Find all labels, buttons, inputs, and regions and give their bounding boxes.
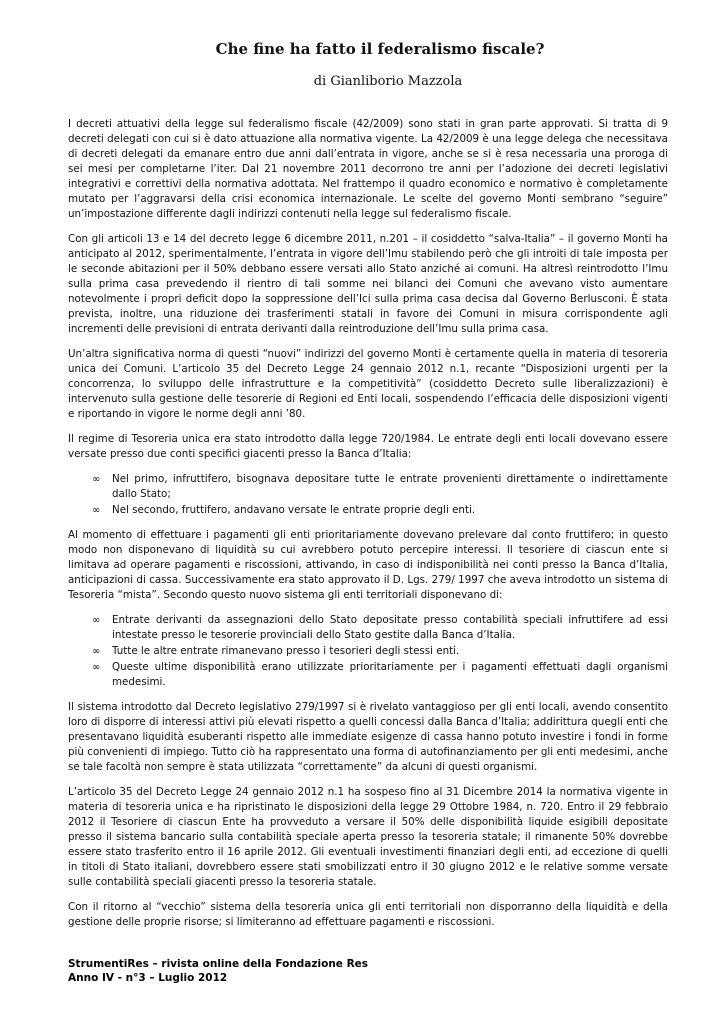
footer-publication: StrumentiRes – rivista online della Fondazione Res [68,958,369,970]
bullet-list-2 [68,613,668,690]
bullet-icon: ∞ [92,505,101,516]
bullet-icon: ∞ [92,646,101,657]
list-item [92,472,668,502]
footer-issue: Anno IV - n°3 – Luglio 2012 [68,972,228,984]
paragraph-5: Al momento di effettuare i pagamenti gli enti prioritariamente dovevano prelevare dal conto fruttifero; in questo modo non disponevano di liquidità su cui avrebbero potuto percepire interessi. Il tesoriere di ciascun ente si limitava ad operare pagamenti e riscossioni, attivando, in caso di indisponibilità nei conti presso la Banca d’Italia, anticipazioni di cassa. Successivamente era stato approvato il D. Lgs. 279/ 1997 che aveva introdotto un sistema di Tesoreria “mista”. Secondo questo nuovo sistema gli enti territoriali disponevano di: [68,529,668,601]
paragraph-6: Il sistema introdotto dal Decreto legislativo 279/1997 si è rivelato vantaggioso per gli enti locali, avendo consentito loro di disporre di interessi attivi più elevati rispetto a quelli concessi dalla Banca d’Italia; addirittura quegli enti che presentavano liquidità esuberanti rispetto alle immediate esigenze di cassa hanno potuto investire i fondi in forme più convenienti di impiego. Tutto ciò ha rappresentato una forma di autofinanziamento per gli enti medesimi, anche se tale facoltà non sempre è stata utilizzata “correttamente” da alcuni di questi organismi. [68,701,668,773]
page-footer [68,957,368,985]
bullet-icon: ∞ [92,662,101,673]
bullet-icon: ∞ [92,474,101,485]
list-item [92,644,668,659]
list-item [92,660,668,690]
paragraph-2: Con gli articoli 13 e 14 del decreto legge 6 dicembre 2011, n.201 – il cosiddetto “salva-Italia” – il governo Monti ha anticipato al 2012, sperimentalmente, l’entrata in vigore dell’Imu stabilendo però che gli introiti di tale imposta per le seconde abitazioni per il 50% debbano essere versati allo Stato anziché ai comuni. Ha altresì reintrodotto l’Imu sulla prima casa prevedendo il rientro di tali somme nei bilanci dei Comuni che avevano visto aumentare notevolmente i propri deficit dopo la soppressione dell’Ici sulla prima casa decisa dal Governo Berlusconi. È stata prevista, inoltre, una riduzione dei trasferimenti statali in favore dei Comuni in misura corrispondente agli incrementi delle previsioni di entrata derivanti dalla reintroduzione dell’Imu sulla prima casa. [68,233,668,335]
list-item-text: Entrate derivanti da assegnazioni dello Stato depositate presso contabilità speciali infruttifere ad essi intestate presso le tesorerie provinciali dello Stato gestite dalla Banca d’Italia. [112,614,668,641]
bullet-icon: ∞ [92,615,101,626]
paragraph-1: I decreti attuativi della legge sul federalismo fiscale (42/2009) sono stati in gran parte approvati. Si tratta di 9 decreti delegati con cui si è dato attuazione alla normativa vigente. La 42/2009 è una legge delega che necessitava di decreti delegati da emanare entro due anni dall’entrata in vigore, anche se si è resa necessaria una proroga di sei mesi per completarne l’iter. Dal 21 novembre 2011 decorrono tre anni per l’adozione dei decreti legislativi integrativi e correttivi della normativa adottata. Nel frattempo il quadro economico e normativo è completamente mutato per l’aggravarsi della crisi economica internazionale. Le scelte del governo Monti sembrano “seguire” un’impostazione differente dagli indirizzi contenuti nella legge sul federalismo fiscale. [68,118,668,220]
document-title: Che fine ha fatto il federalismo fiscale? [215,40,545,58]
document-author: di Gianliborio Mazzola [313,74,463,89]
list-item-text: Tutte le altre entrate rimanevano presso i tesorieri degli stessi enti. [112,645,460,657]
paragraph-7: L’articolo 35 del Decreto Legge 24 gennaio 2012 n.1 ha sospeso fino al 31 Dicembre 2014 la normativa vigente in materia di tesoreria unica e ha ripristinato le disposizioni della legge 29 Ottobre 1984, n. 720. Entro il 29 febbraio 2012 il Tesoriere di ciascun Ente ha provveduto a versare il 50% delle disponibilità liquide esigibili depositate presso il sistema bancario sulla contabilità speciale aperta presso la tesoreria statale; il rimanente 50% dovrebbe essere stato trasferito entro il 16 aprile 2012. Gli eventuali investimenti finanziari degli enti, ad eccezione di quelli in titoli di Stato italiani, dovrebbero essere stati smobilizzati entro il 30 giugno 2012 e le relative somme versate sulle contabilità speciali giacenti presso la tesoreria statale. [68,786,668,888]
list-item-text: Queste ultime disponibilità erano utilizzate prioritariamente per i pagamenti effettuati dagli organismi medesimi. [112,661,668,688]
paragraph-4: Il regime di Tesoreria unica era stato introdotto dalla legge 720/1984. Le entrate degli enti locali dovevano essere versate presso due conti specifici giacenti presso la Banca d’Italia: [68,433,668,460]
list-item-text: Nel primo, infruttifero, bisognava depositare tutte le entrate provenienti direttamente o indirettamente dallo Stato; [112,473,668,500]
paragraph-3: Un’altra significativa norma di questi “nuovi” indirizzi del governo Monti è certamente quella in materia di tesoreria unica dei Comuni. L’articolo 35 del Decreto Legge 24 gennaio 2012 n.1, recante “Disposizioni urgenti per la concorrenza, lo sviluppo delle infrastrutture e la competitività” (cosiddetto Decreto sulle liberalizzazioni) è intervenuto sulla gestione delle tesorerie di Regioni ed Enti locali, sospendendo l’efficacia delle disposizioni vigenti e riportando in vigore le norme degli anni ’80. [68,348,668,420]
list-item [92,613,668,643]
list-item [92,503,668,518]
list-item-text: Nel secondo, fruttifero, andavano versate le entrate proprie degli enti. [112,504,476,516]
paragraph-8: Con il ritorno al “vecchio” sistema della tesoreria unica gli enti territoriali non disporranno della liquidità e della gestione delle proprie risorse; si limiteranno ad effettuare pagamenti e riscossioni. [68,901,668,928]
bullet-list-1 [68,472,668,518]
